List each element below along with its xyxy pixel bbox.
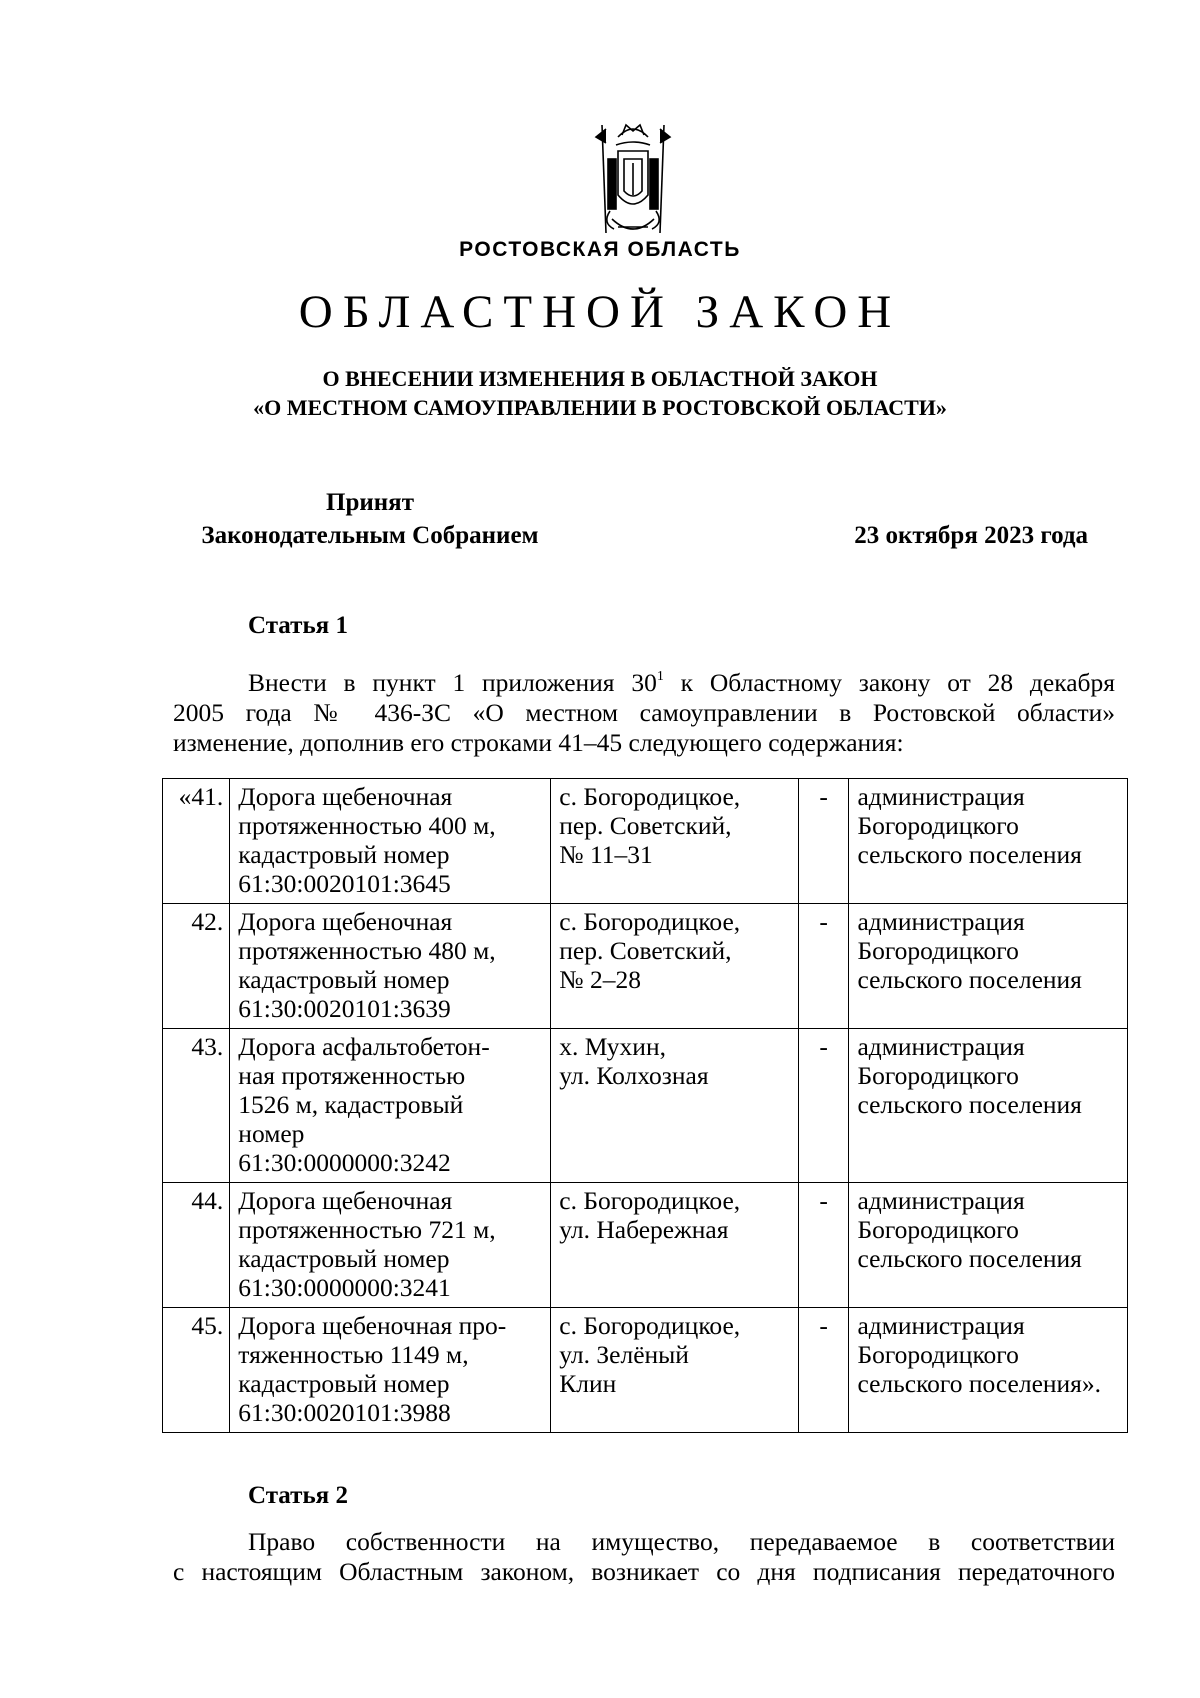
paragraph-text: к Областному закону от 28 декабря [663, 668, 1115, 697]
table-row [163, 1029, 1128, 1183]
cell-line: кадастровый номер [238, 1369, 450, 1398]
cell-line: ул. Колхозная [559, 1061, 709, 1090]
cell-line: администрация [857, 1032, 1025, 1061]
cell-line: Дорога асфальтобетон- [238, 1032, 490, 1061]
cell-line: пер. Советский, [559, 811, 732, 840]
cell-line: сельского поселения [857, 840, 1082, 869]
object-description [230, 1308, 551, 1433]
cell-line: с. Богородицкое, [559, 1311, 741, 1340]
empty-cell: - [798, 1029, 849, 1183]
cell-line: протяженностью 721 м, [238, 1215, 496, 1244]
cell-line: Дорога щебеночная [238, 1186, 453, 1215]
cell-line: Дорога щебеночная про- [238, 1311, 507, 1340]
cell-line: сельского поселения [857, 965, 1082, 994]
superscript: 1 [656, 669, 664, 684]
cell-line: протяженностью 480 м, [238, 936, 496, 965]
adoption-line: Законодательным Собранием [201, 522, 539, 549]
cell-line: протяженностью 400 м, [238, 811, 496, 840]
table-row [163, 1183, 1128, 1308]
cell-line: Дорога щебеночная [238, 907, 453, 936]
cell-line: кадастровый номер [238, 1244, 450, 1273]
row-number: 43. [163, 1029, 230, 1183]
row-number: 45. [163, 1308, 230, 1433]
cell-line: Богородицкого [857, 1061, 1019, 1090]
paragraph-text: Внести в пункт 1 приложения 30 [248, 668, 657, 697]
law-title-line: О ВНЕСЕНИИ ИЗМЕНЕНИЯ В ОБЛАСТНОЙ ЗАКОН [322, 366, 878, 391]
cell-line: № 2–28 [559, 965, 641, 994]
adoption-line: Принят [326, 489, 414, 516]
cell-line: администрация [857, 782, 1025, 811]
cell-line: с. Богородицкое, [559, 782, 741, 811]
document-type: ОБЛАСТНОЙ ЗАКОН [298, 286, 902, 338]
road-objects-table [162, 778, 1128, 1433]
cell-line: администрация [857, 907, 1025, 936]
cell-line: номер [238, 1119, 305, 1148]
cell-line: ул. Зелёный [559, 1340, 689, 1369]
paragraph-line [173, 668, 1115, 698]
object-description [230, 779, 551, 904]
paragraph-line: изменение, дополнив его строками 41–45 следующего содержания: [173, 728, 904, 757]
object-description [230, 904, 551, 1029]
cell-line: Богородицкого [857, 1340, 1019, 1369]
article-2-text [173, 1527, 1115, 1587]
cell-line: 61:30:0020101:3988 [238, 1398, 451, 1427]
cell-line: с. Богородицкое, [559, 1186, 741, 1215]
table-row [163, 1308, 1128, 1433]
cell-line: 61:30:0000000:3241 [238, 1273, 451, 1302]
cell-line: Клин [559, 1369, 617, 1398]
cell-line: Богородицкого [857, 811, 1019, 840]
empty-cell: - [798, 1308, 849, 1433]
cell-line: Богородицкого [857, 1215, 1019, 1244]
empty-cell: - [798, 904, 849, 1029]
owner-cell [849, 1308, 1128, 1433]
paragraph-line: 2005 года № 436-ЗС «О местном самоуправлении в Ростовской области» [173, 698, 1115, 727]
adoption-info [170, 486, 570, 552]
cell-line: сельского поселения [857, 1090, 1082, 1119]
region-name: РОСТОВСКАЯ ОБЛАСТЬ [459, 238, 741, 261]
article-2-heading: Статья 2 [248, 1482, 348, 1509]
cell-line: 61:30:0020101:3645 [238, 869, 451, 898]
cell-line: № 11–31 [559, 840, 653, 869]
owner-cell [849, 1183, 1128, 1308]
coat-of-arms-emblem [588, 115, 678, 245]
row-number: «41. [163, 779, 230, 904]
owner-cell [849, 1029, 1128, 1183]
article-1-heading: Статья 1 [248, 612, 348, 639]
paragraph-line: с настоящим Областным законом, возникает со дня подписания передаточного [173, 1557, 1115, 1586]
law-title-line: «О МЕСТНОМ САМОУПРАВЛЕНИИ В РОСТОВСКОЙ ОБЛАСТИ» [253, 395, 947, 420]
object-address [551, 1183, 798, 1308]
object-description [230, 1183, 551, 1308]
article-1-text [173, 668, 1115, 758]
cell-line: 1526 м, кадастровый [238, 1090, 464, 1119]
cell-line: администрация [857, 1311, 1025, 1340]
cell-line: тяженностью 1149 м, [238, 1340, 469, 1369]
cell-line: пер. Советский, [559, 936, 732, 965]
cell-line: 61:30:0020101:3639 [238, 994, 451, 1023]
adoption-date: 23 октября 2023 года [854, 522, 1088, 549]
cell-line: кадастровый номер [238, 965, 450, 994]
row-number: 42. [163, 904, 230, 1029]
object-address [551, 1029, 798, 1183]
cell-line: администрация [857, 1186, 1025, 1215]
cell-line: сельского поселения». [857, 1369, 1102, 1398]
cell-line: с. Богородицкое, [559, 907, 741, 936]
table-row [163, 779, 1128, 904]
cell-line: Дорога щебеночная [238, 782, 453, 811]
owner-cell [849, 904, 1128, 1029]
row-number: 44. [163, 1183, 230, 1308]
paragraph-line: Право собственности на имущество, передаваемое в соответствии [248, 1527, 1115, 1556]
object-address [551, 904, 798, 1029]
cell-line: ная протяженностью [238, 1061, 466, 1090]
cell-line: сельского поселения [857, 1244, 1082, 1273]
cell-line: х. Мухин, [559, 1032, 666, 1061]
table-body [163, 779, 1128, 1433]
cell-line: 61:30:0000000:3242 [238, 1148, 451, 1177]
table-row [163, 904, 1128, 1029]
object-address [551, 779, 798, 904]
cell-line: ул. Набережная [559, 1215, 729, 1244]
law-title [0, 364, 1200, 422]
empty-cell: - [798, 1183, 849, 1308]
cell-line: кадастровый номер [238, 840, 450, 869]
object-address [551, 1308, 798, 1433]
object-description [230, 1029, 551, 1183]
empty-cell: - [798, 779, 849, 904]
cell-line: Богородицкого [857, 936, 1019, 965]
owner-cell [849, 779, 1128, 904]
